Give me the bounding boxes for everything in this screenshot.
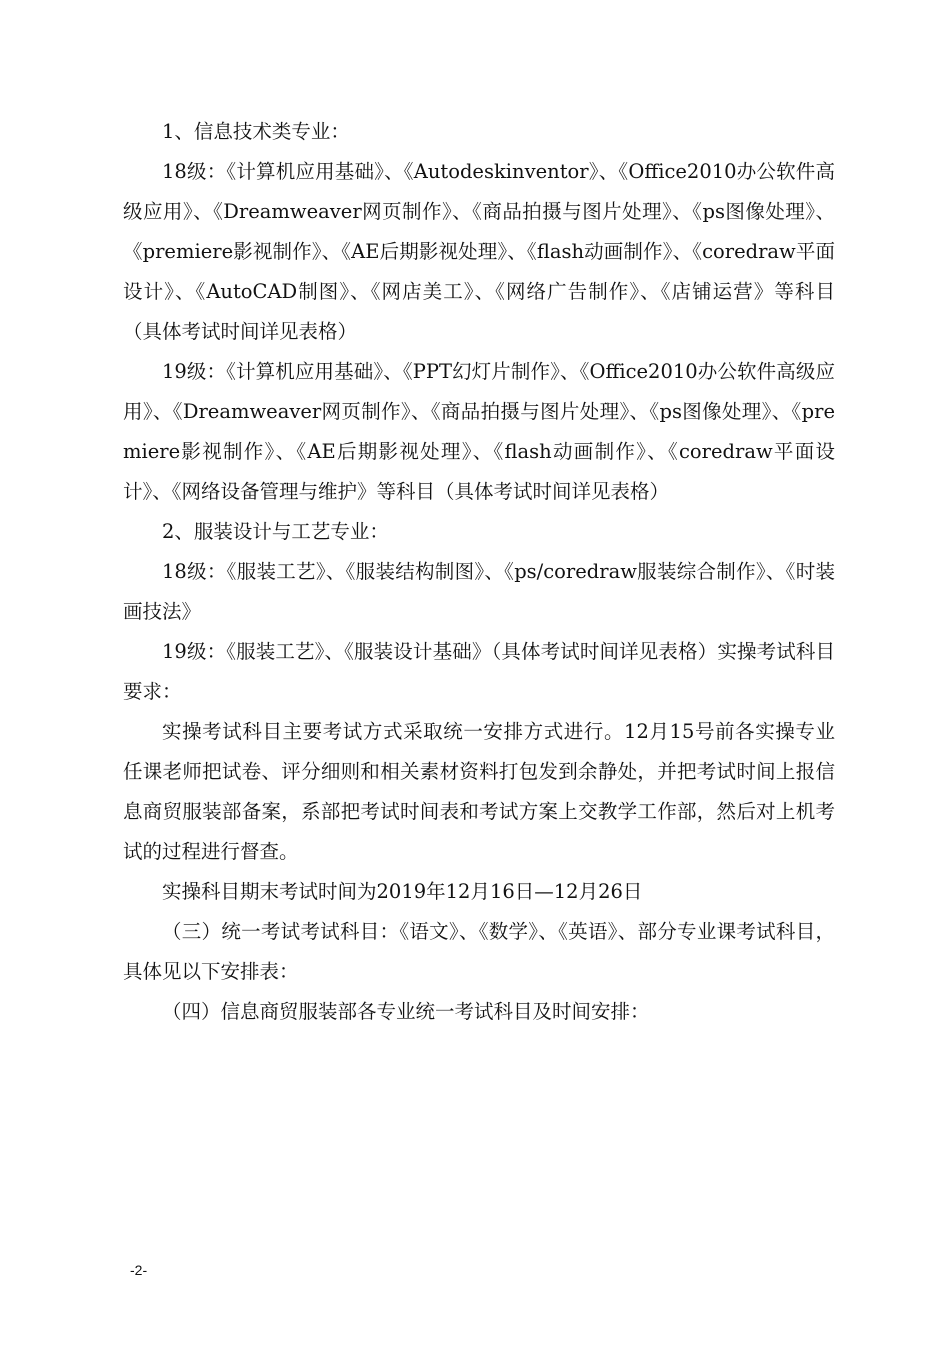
page-number: -2- xyxy=(130,1262,148,1278)
section-heading-fashion: 2、服装设计与工艺专业： xyxy=(162,520,389,543)
paragraph-grade-19-it: 19级：《计算机应用基础》、《PPT幻灯片制作》、《Office2010办公软件高级应用》、《Dreamweaver网页制作》、《商品拍摄与图片处理》、《ps图像处理》、《premiere影视制作》、《AE后期影视处理》、《flash动画制作》、《coredraw平面设计》、《网络设备管理与维护》等科目（具体考试时间详见表格） xyxy=(123,360,835,503)
paragraph-practical-requirements: 实操考试科目主要考试方式采取统一安排方式进行。12月15号前各实操专业任课老师把试卷、评分细则和相关素材资料打包发到余静处，并把考试时间上报信息商贸服装部备案，系部把考试时间表和考试方案上交教学工作部，然后对上机考试的过程进行督查。 xyxy=(123,720,835,863)
paragraph-grade-18-fashion: 18级：《服装工艺》、《服装结构制图》、《ps/coredraw服装综合制作》、《时装画技法》 xyxy=(123,560,835,623)
paragraph-practical-exam-time: 实操科目期末考试时间为2019年12月16日—12月26日 xyxy=(162,880,643,903)
paragraph-unified-exam-subjects: （三）统一考试考试科目：《语文》、《数学》、《英语》、部分专业课考试科目，具体见以下安排表： xyxy=(123,920,835,983)
paragraph-grade-19-fashion: 19级：《服装工艺》、《服装设计基础》（具体考试时间详见表格）实操考试科目要求： xyxy=(123,640,835,703)
paragraph-grade-18-it: 18级：《计算机应用基础》、《Autodeskinventor》、《Office2010办公软件高级应用》、《Dreamweaver网页制作》、《商品拍摄与图片处理》、《ps图像处理》、《premiere影视制作》、《AE后期影视处理》、《flash动画制作》、《coredraw平面设计》、《AutoCAD制图》、《网店美工》、《网络广告制作》、《店铺运营》等科目（具体考试时间详见表格） xyxy=(123,160,835,343)
paragraph-exam-schedule-heading: （四）信息商贸服装部各专业统一考试科目及时间安排： xyxy=(162,1000,650,1023)
section-heading-it: 1、信息技术类专业： xyxy=(162,120,350,143)
document-body xyxy=(123,112,835,1032)
